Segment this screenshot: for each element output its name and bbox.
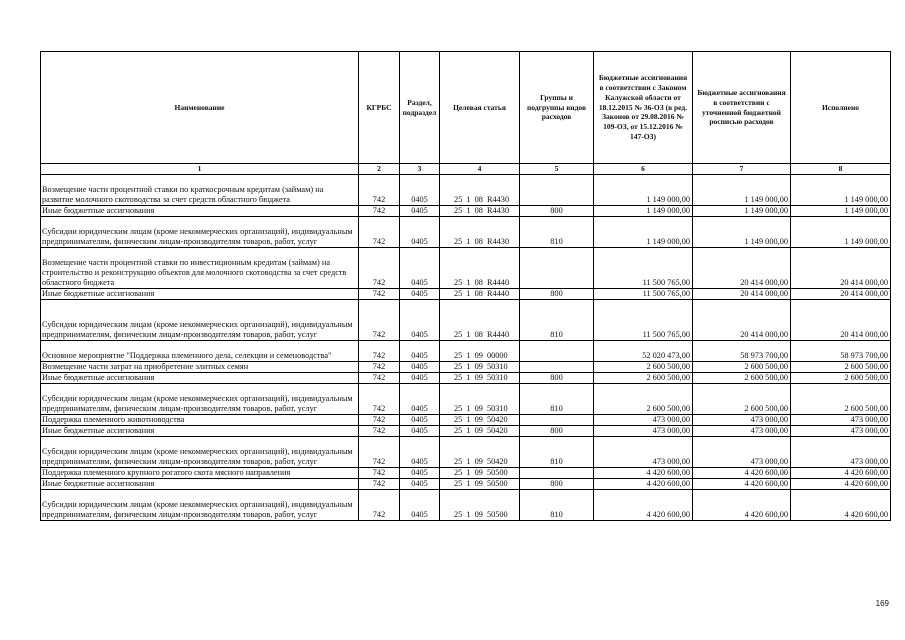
row-target-article: 25 1 09 50500 — [440, 490, 520, 521]
row-kgrbs: 742 — [359, 362, 400, 373]
row-target-article: 25 1 09 00000 — [440, 341, 520, 362]
row-kgrbs: 742 — [359, 479, 400, 490]
row-target-article: 25 1 09 50310 — [440, 362, 520, 373]
row-section: 0405 — [400, 373, 440, 384]
header-groups: Группы и подгруппы видов расходов — [520, 52, 594, 164]
row-section: 0405 — [400, 175, 440, 206]
row-law-allocation: 4 420 600,00 — [594, 490, 693, 521]
row-law-allocation: 11 500 765,00 — [594, 248, 693, 289]
row-name: Поддержка племенного крупного рогатого скота мясного направления — [41, 468, 359, 479]
row-target-article: 25 1 09 50420 — [440, 437, 520, 468]
row-name: Поддержка племенного животноводства — [41, 415, 359, 426]
row-law-allocation: 52 020 473,00 — [594, 341, 693, 362]
row-target-article: 25 1 09 50310 — [440, 384, 520, 415]
row-law-allocation: 11 500 765,00 — [594, 289, 693, 300]
row-name: Иные бюджетные ассигнования — [41, 206, 359, 217]
row-kgrbs: 742 — [359, 437, 400, 468]
row-law-allocation: 11 500 765,00 — [594, 300, 693, 341]
row-revised-allocation: 1 149 000,00 — [693, 175, 791, 206]
row-section: 0405 — [400, 384, 440, 415]
row-target-article: 25 1 08 R4430 — [440, 175, 520, 206]
table-row — [41, 217, 891, 248]
header-executed: Исполнено — [791, 52, 891, 164]
row-executed: 4 420 600,00 — [791, 468, 891, 479]
row-name: Основное мероприятие "Поддержка племенного дела, селекции и семеноводства" — [41, 341, 359, 362]
row-kgrbs: 742 — [359, 341, 400, 362]
row-law-allocation: 1 149 000,00 — [594, 217, 693, 248]
row-executed: 20 414 000,00 — [791, 248, 891, 289]
row-law-allocation: 473 000,00 — [594, 437, 693, 468]
header-section: Раздел, подраздел — [400, 52, 440, 164]
row-section: 0405 — [400, 415, 440, 426]
row-kgrbs: 742 — [359, 300, 400, 341]
header-kgrbs: КГРБС — [359, 52, 400, 164]
row-section: 0405 — [400, 437, 440, 468]
row-executed: 20 414 000,00 — [791, 289, 891, 300]
row-section: 0405 — [400, 248, 440, 289]
table-body — [41, 175, 891, 521]
row-section: 0405 — [400, 217, 440, 248]
header-row — [41, 52, 891, 164]
row-law-allocation: 4 420 600,00 — [594, 468, 693, 479]
row-revised-allocation: 4 420 600,00 — [693, 479, 791, 490]
row-executed: 4 420 600,00 — [791, 490, 891, 521]
row-revised-allocation: 2 600 500,00 — [693, 384, 791, 415]
row-name: Иные бюджетные ассигнования — [41, 479, 359, 490]
row-executed: 473 000,00 — [791, 437, 891, 468]
header-law-allocations: Бюджетные ассигнования в соответствии с Законом Калужской области от 18.12.2015 № 36-ОЗ (в ред. Законов от 29.08.2016 № 109-ОЗ, от 15.12.2016 № 147-ОЗ) — [594, 52, 693, 164]
row-name: Иные бюджетные ассигнования — [41, 373, 359, 384]
header-target: Целевая статья — [440, 52, 520, 164]
row-revised-allocation: 20 414 000,00 — [693, 289, 791, 300]
row-target-article: 25 1 09 50420 — [440, 426, 520, 437]
page-number: 169 — [875, 599, 889, 608]
row-expense-group: 800 — [520, 289, 594, 300]
table-row — [41, 490, 891, 521]
row-kgrbs: 742 — [359, 206, 400, 217]
table-row — [41, 300, 891, 341]
table-row — [41, 362, 891, 373]
row-executed: 58 973 700,00 — [791, 341, 891, 362]
row-name: Возмещение части затрат на приобретение элитных семян — [41, 362, 359, 373]
row-executed: 473 000,00 — [791, 415, 891, 426]
row-section: 0405 — [400, 490, 440, 521]
row-revised-allocation: 1 149 000,00 — [693, 206, 791, 217]
row-expense-group: 800 — [520, 426, 594, 437]
row-section: 0405 — [400, 468, 440, 479]
row-target-article: 25 1 09 50500 — [440, 479, 520, 490]
row-expense-group — [520, 341, 594, 362]
row-law-allocation: 1 149 000,00 — [594, 206, 693, 217]
table-row — [41, 248, 891, 289]
column-number: 5 — [520, 164, 594, 175]
row-kgrbs: 742 — [359, 490, 400, 521]
row-target-article: 25 1 09 50420 — [440, 415, 520, 426]
row-target-article: 25 1 08 R4430 — [440, 217, 520, 248]
row-expense-group: 810 — [520, 437, 594, 468]
row-expense-group: 810 — [520, 217, 594, 248]
row-executed: 20 414 000,00 — [791, 300, 891, 341]
row-executed: 2 600 500,00 — [791, 373, 891, 384]
column-number: 6 — [594, 164, 693, 175]
row-law-allocation: 1 149 000,00 — [594, 175, 693, 206]
row-kgrbs: 742 — [359, 289, 400, 300]
row-target-article: 25 1 09 50500 — [440, 468, 520, 479]
budget-table — [40, 51, 891, 521]
row-expense-group — [520, 248, 594, 289]
row-executed: 1 149 000,00 — [791, 217, 891, 248]
row-name: Субсидии юридическим лицам (кроме некоммерческих организаций), индивидуальным предпринимателям, физическим лицам-производителям товаров, работ, услуг — [41, 490, 359, 521]
row-revised-allocation: 2 600 500,00 — [693, 362, 791, 373]
row-name: Иные бюджетные ассигнования — [41, 426, 359, 437]
row-expense-group — [520, 175, 594, 206]
row-kgrbs: 742 — [359, 248, 400, 289]
row-law-allocation: 2 600 500,00 — [594, 362, 693, 373]
column-number: 1 — [41, 164, 359, 175]
column-number: 8 — [791, 164, 891, 175]
row-law-allocation: 2 600 500,00 — [594, 384, 693, 415]
row-section: 0405 — [400, 300, 440, 341]
row-kgrbs: 742 — [359, 175, 400, 206]
table-row — [41, 479, 891, 490]
column-number: 4 — [440, 164, 520, 175]
row-target-article: 25 1 08 R4440 — [440, 300, 520, 341]
row-target-article: 25 1 08 R4440 — [440, 248, 520, 289]
row-revised-allocation: 4 420 600,00 — [693, 490, 791, 521]
row-kgrbs: 742 — [359, 426, 400, 437]
row-executed: 1 149 000,00 — [791, 175, 891, 206]
row-revised-allocation: 20 414 000,00 — [693, 248, 791, 289]
column-number: 7 — [693, 164, 791, 175]
column-number-row — [41, 164, 891, 175]
row-revised-allocation: 58 973 700,00 — [693, 341, 791, 362]
row-target-article: 25 1 08 R4430 — [440, 206, 520, 217]
header-revised-allocations: Бюджетные ассигнования в соответствии с уточненной бюджетной росписью расходов — [693, 52, 791, 164]
row-kgrbs: 742 — [359, 415, 400, 426]
row-revised-allocation: 473 000,00 — [693, 426, 791, 437]
table-row — [41, 175, 891, 206]
row-law-allocation: 473 000,00 — [594, 426, 693, 437]
row-name: Субсидии юридическим лицам (кроме некоммерческих организаций), индивидуальным предпринимателям, физическим лицам-производителям товаров, работ, услуг — [41, 437, 359, 468]
row-revised-allocation: 473 000,00 — [693, 437, 791, 468]
row-law-allocation: 4 420 600,00 — [594, 479, 693, 490]
row-revised-allocation: 20 414 000,00 — [693, 300, 791, 341]
table-row — [41, 289, 891, 300]
table-row — [41, 426, 891, 437]
header-name: Наименование — [41, 52, 359, 164]
row-name: Иные бюджетные ассигнования — [41, 289, 359, 300]
row-revised-allocation: 473 000,00 — [693, 415, 791, 426]
row-expense-group: 810 — [520, 300, 594, 341]
row-expense-group: 800 — [520, 479, 594, 490]
row-name: Субсидии юридическим лицам (кроме некоммерческих организаций), индивидуальным предпринимателям, физическим лицам-производителям товаров, работ, услуг — [41, 300, 359, 341]
row-name: Возмещение части процентной ставки по инвестиционным кредитам (займам) на строительство и реконструкцию объектов для молочного скотоводства за счет средств областного бюджета — [41, 248, 359, 289]
row-expense-group: 810 — [520, 384, 594, 415]
row-revised-allocation: 2 600 500,00 — [693, 373, 791, 384]
row-executed: 473 000,00 — [791, 426, 891, 437]
row-executed: 2 600 500,00 — [791, 362, 891, 373]
row-section: 0405 — [400, 206, 440, 217]
row-executed: 1 149 000,00 — [791, 206, 891, 217]
table-row — [41, 384, 891, 415]
table-row — [41, 437, 891, 468]
table-row — [41, 206, 891, 217]
row-kgrbs: 742 — [359, 384, 400, 415]
table-row — [41, 373, 891, 384]
row-expense-group — [520, 468, 594, 479]
table-row — [41, 415, 891, 426]
row-section: 0405 — [400, 479, 440, 490]
row-target-article: 25 1 09 50310 — [440, 373, 520, 384]
row-kgrbs: 742 — [359, 468, 400, 479]
row-section: 0405 — [400, 362, 440, 373]
table-row — [41, 468, 891, 479]
row-section: 0405 — [400, 341, 440, 362]
row-revised-allocation: 1 149 000,00 — [693, 217, 791, 248]
row-kgrbs: 742 — [359, 217, 400, 248]
row-name: Субсидии юридическим лицам (кроме некоммерческих организаций), индивидуальным предпринимателям, физическим лицам-производителям товаров, работ, услуг — [41, 217, 359, 248]
row-expense-group — [520, 362, 594, 373]
row-name: Субсидии юридическим лицам (кроме некоммерческих организаций), индивидуальным предпринимателям, физическим лицам-производителям товаров, работ, услуг — [41, 384, 359, 415]
row-expense-group — [520, 415, 594, 426]
row-expense-group: 800 — [520, 373, 594, 384]
row-kgrbs: 742 — [359, 373, 400, 384]
row-revised-allocation: 4 420 600,00 — [693, 468, 791, 479]
row-expense-group: 810 — [520, 490, 594, 521]
row-law-allocation: 2 600 500,00 — [594, 373, 693, 384]
column-number: 2 — [359, 164, 400, 175]
row-section: 0405 — [400, 426, 440, 437]
row-name: Возмещение части процентной ставки по краткосрочным кредитам (займам) на развитие молочного скотоводства за счет средств областного бюджета — [41, 175, 359, 206]
column-number: 3 — [400, 164, 440, 175]
row-expense-group: 800 — [520, 206, 594, 217]
row-target-article: 25 1 08 R4440 — [440, 289, 520, 300]
table-row — [41, 341, 891, 362]
row-executed: 4 420 600,00 — [791, 479, 891, 490]
row-section: 0405 — [400, 289, 440, 300]
row-executed: 2 600 500,00 — [791, 384, 891, 415]
row-law-allocation: 473 000,00 — [594, 415, 693, 426]
